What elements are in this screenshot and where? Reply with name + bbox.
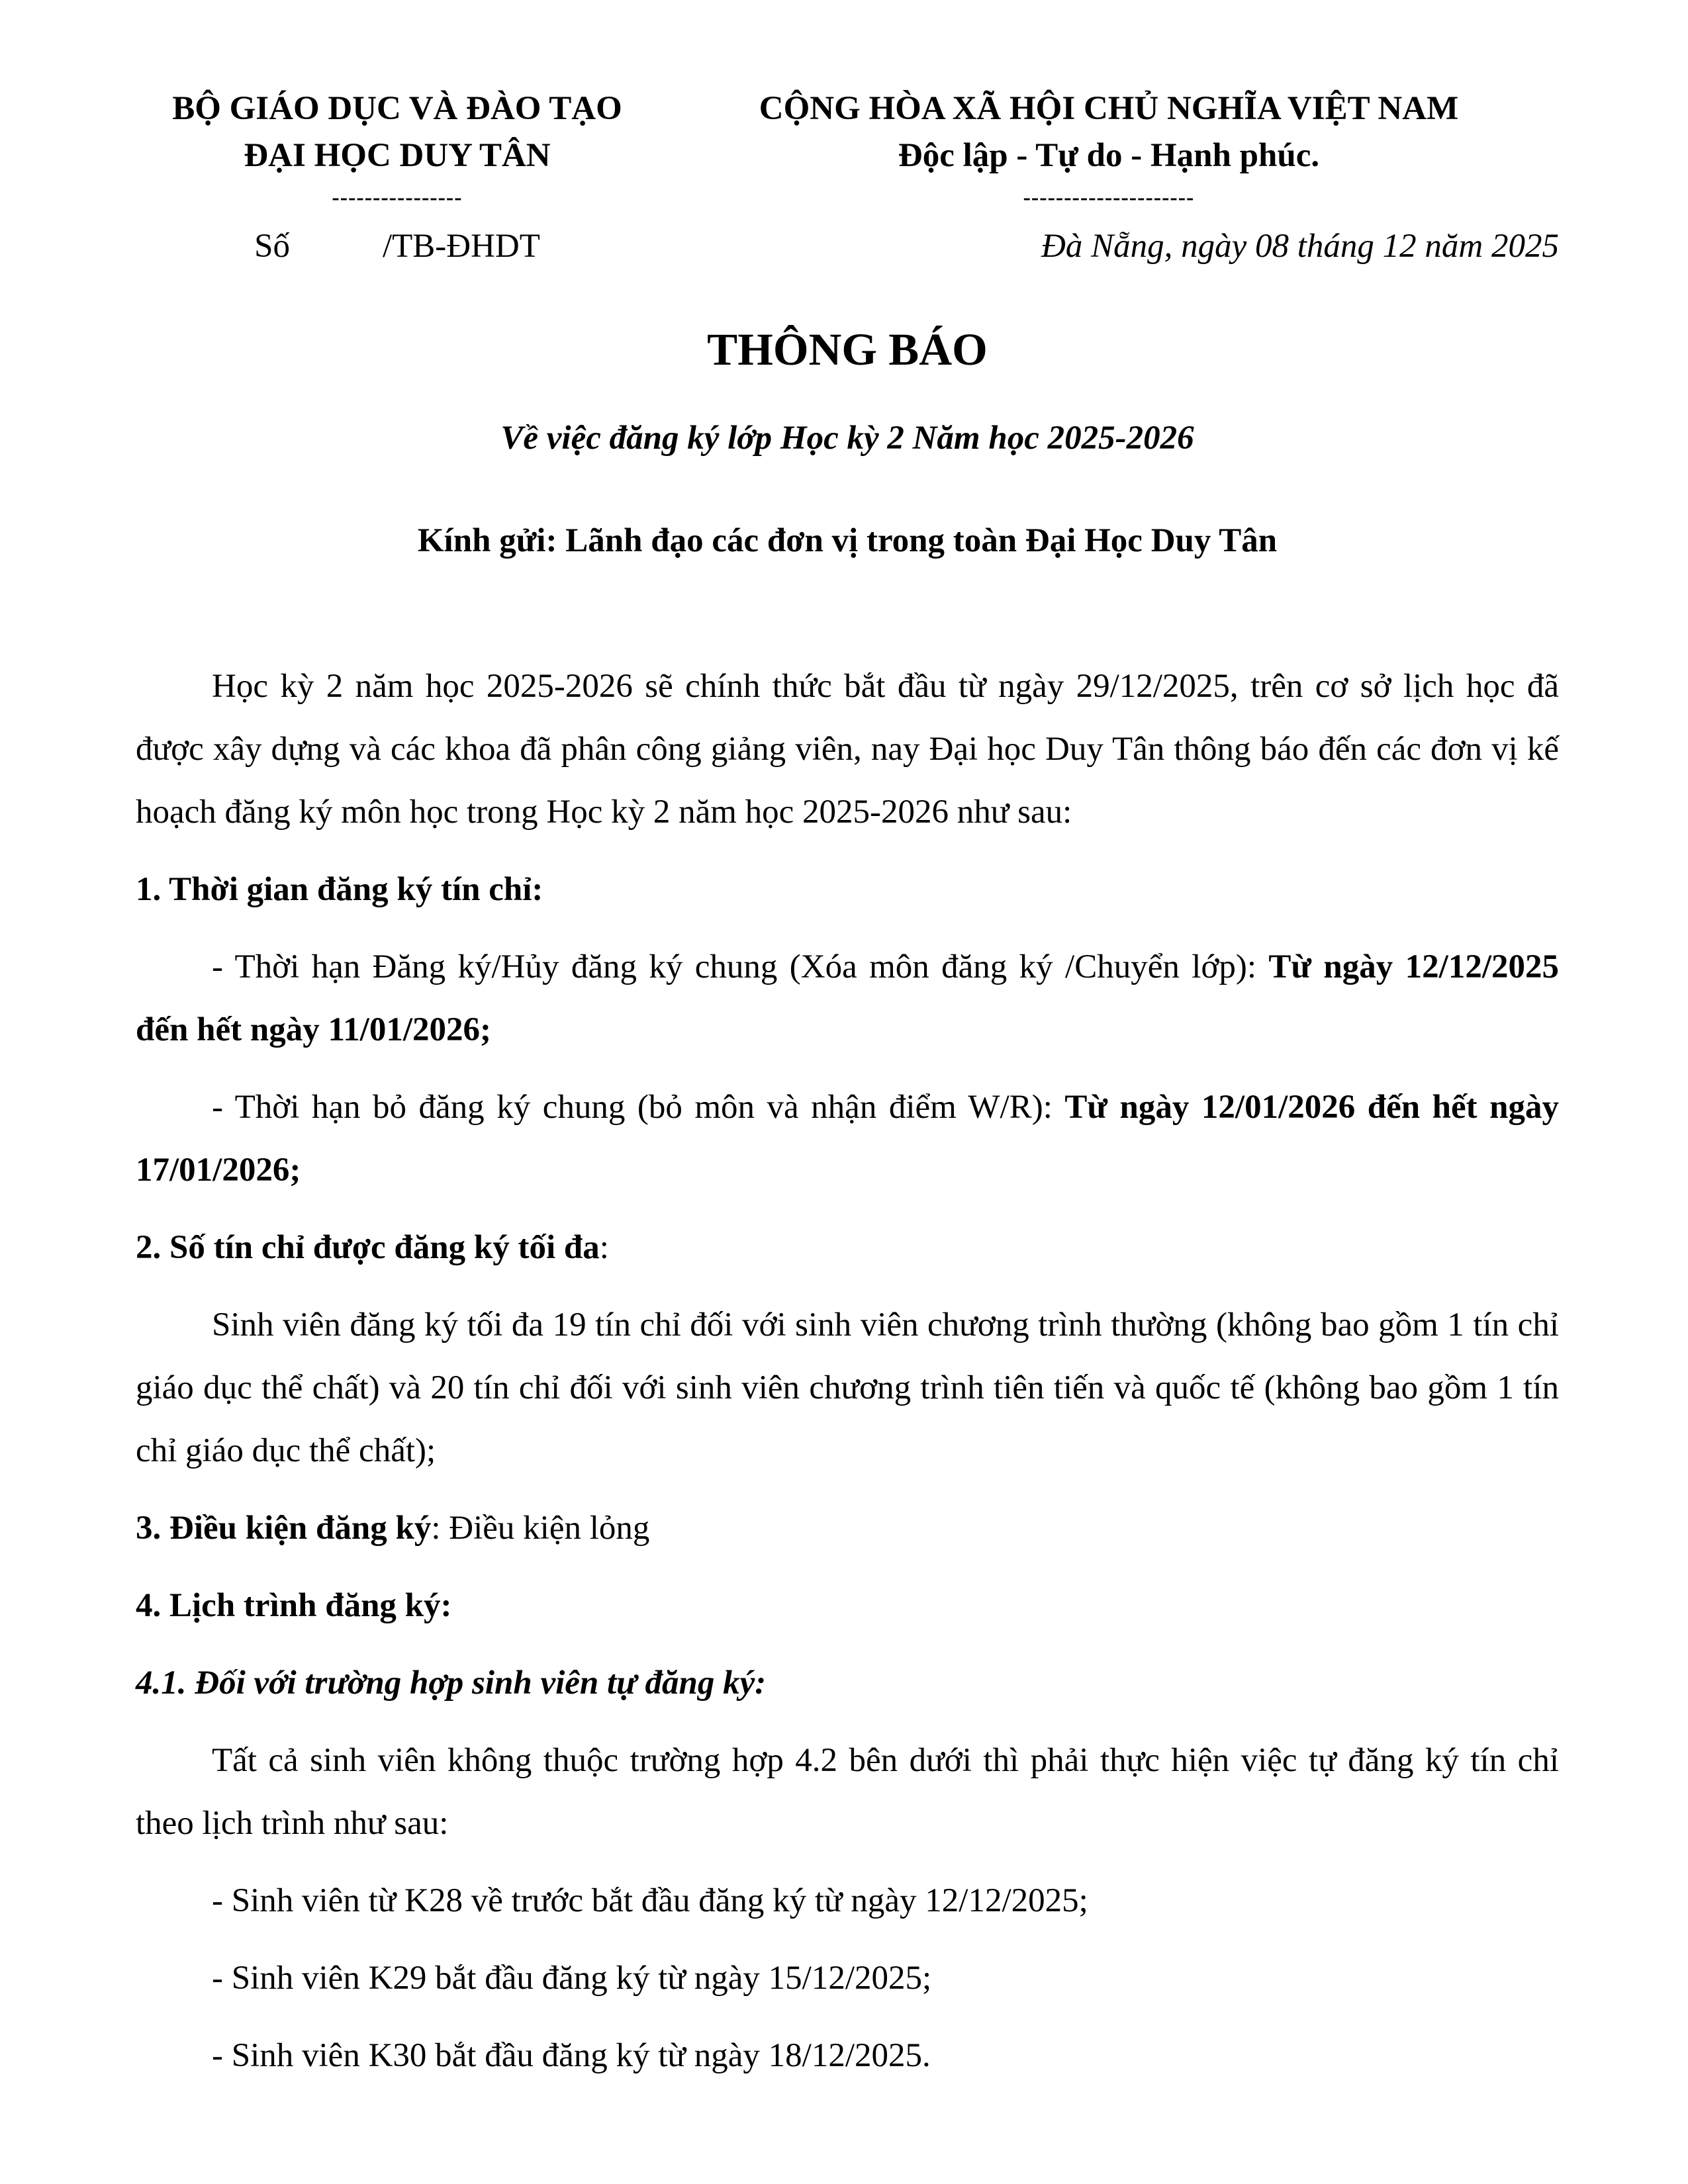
right-divider: --------------------- (1023, 185, 1195, 210)
document-header (136, 85, 1559, 270)
section-2-heading-colon: : (599, 1229, 609, 1266)
left-divider: ---------------- (332, 185, 463, 210)
section-1-heading: 1. Thời gian đăng ký tín chỉ: (136, 871, 543, 908)
issuing-org-block (136, 85, 659, 270)
section-1-item-1-dates: Từ ngày 12/12/2025 đến hết ngày 11/01/2026; (136, 948, 1559, 1048)
national-motto: Độc lập - Tự do - Hạnh phúc. (898, 137, 1320, 174)
section-1-item-1 (136, 936, 1559, 1062)
doc-title: THÔNG BÁO (707, 324, 988, 375)
doc-number-prefix: Số (254, 228, 290, 265)
bullet-k30: - Sinh viên K30 bắt đầu đăng ký từ ngày 18/12/2025. (212, 2037, 931, 2074)
national-title: CỘNG HÒA XÃ HỘI CHỦ NGHĨA VIỆT NAM (759, 90, 1459, 127)
section-1-item-2-text: - Thời hạn bỏ đăng ký chung (bỏ môn và nhận điểm W/R): (212, 1089, 1065, 1126)
doc-subtitle: Về việc đăng ký lớp Học kỳ 2 Năm học 2025-2026 (500, 420, 1194, 457)
national-motto-block (659, 85, 1559, 270)
doc-number-line (136, 222, 659, 270)
section-3-heading (136, 1497, 1559, 1560)
section-1-item-2-dates: Từ ngày 12/01/2026 đến hết ngày 17/01/2026; (136, 1089, 1559, 1189)
doc-number-suffix: /TB-ĐHDT (382, 228, 540, 265)
section-3-heading-text: : Điều kiện lỏng (431, 1510, 650, 1547)
section-4-1-paragraph: Tất cả sinh viên không thuộc trường hợp 4.2 bên dưới thì phải thực hiện việc tự đăng ký tín chỉ theo lịch trình như sau: (136, 1742, 1559, 1842)
bullet-k28: - Sinh viên từ K28 về trước bắt đầu đăng ký từ ngày 12/12/2025; (212, 1882, 1088, 1919)
section-3-heading-bold: 3. Điều kiện đăng ký (136, 1510, 432, 1547)
section-2-heading-bold: 2. Số tín chỉ được đăng ký tối đa (136, 1229, 600, 1266)
bullet-k29: - Sinh viên K29 bắt đầu đăng ký từ ngày 15/12/2025; (212, 1960, 932, 1997)
section-2-paragraph: Sinh viên đăng ký tối đa 19 tín chỉ đối với sinh viên chương trình thường (không bao gồm 1 tín chỉ giáo dục thể chất) và 20 tín chỉ đối với sinh viên chương trình tiên tiến và quốc tế (không bao gồm 1 tín chỉ giáo dục thể chất); (136, 1306, 1559, 1469)
section-1-item-2 (136, 1076, 1559, 1202)
section-1-item-1-text: - Thời hạn Đăng ký/Hủy đăng ký chung (Xóa môn đăng ký /Chuyển lớp): (212, 948, 1269, 985)
place-date-line: Đà Nẵng, ngày 08 tháng 12 năm 2025 (1041, 228, 1559, 265)
salutation-line: Kính gửi: Lãnh đạo các đơn vị trong toàn Đại Học Duy Tân (417, 522, 1278, 559)
intro-paragraph: Học kỳ 2 năm học 2025-2026 sẽ chính thức bắt đầu từ ngày 29/12/2025, trên cơ sở lịch học đã được xây dựng và các khoa đã phân công giảng viên, nay Đại học Duy Tân thông báo đến các đơn vị kế hoạch đăng ký môn học trong Học kỳ 2 năm học 2025-2026 như sau: (136, 668, 1559, 831)
section-4-1-heading: 4.1. Đối với trường hợp sinh viên tự đăng ký: (136, 1664, 767, 1702)
university-name: ĐẠI HỌC DUY TÂN (244, 137, 551, 174)
section-4-heading: 4. Lịch trình đăng ký: (136, 1587, 452, 1624)
ministry-name: BỘ GIÁO DỤC VÀ ĐÀO TẠO (172, 90, 622, 127)
section-2-heading (136, 1216, 1559, 1279)
